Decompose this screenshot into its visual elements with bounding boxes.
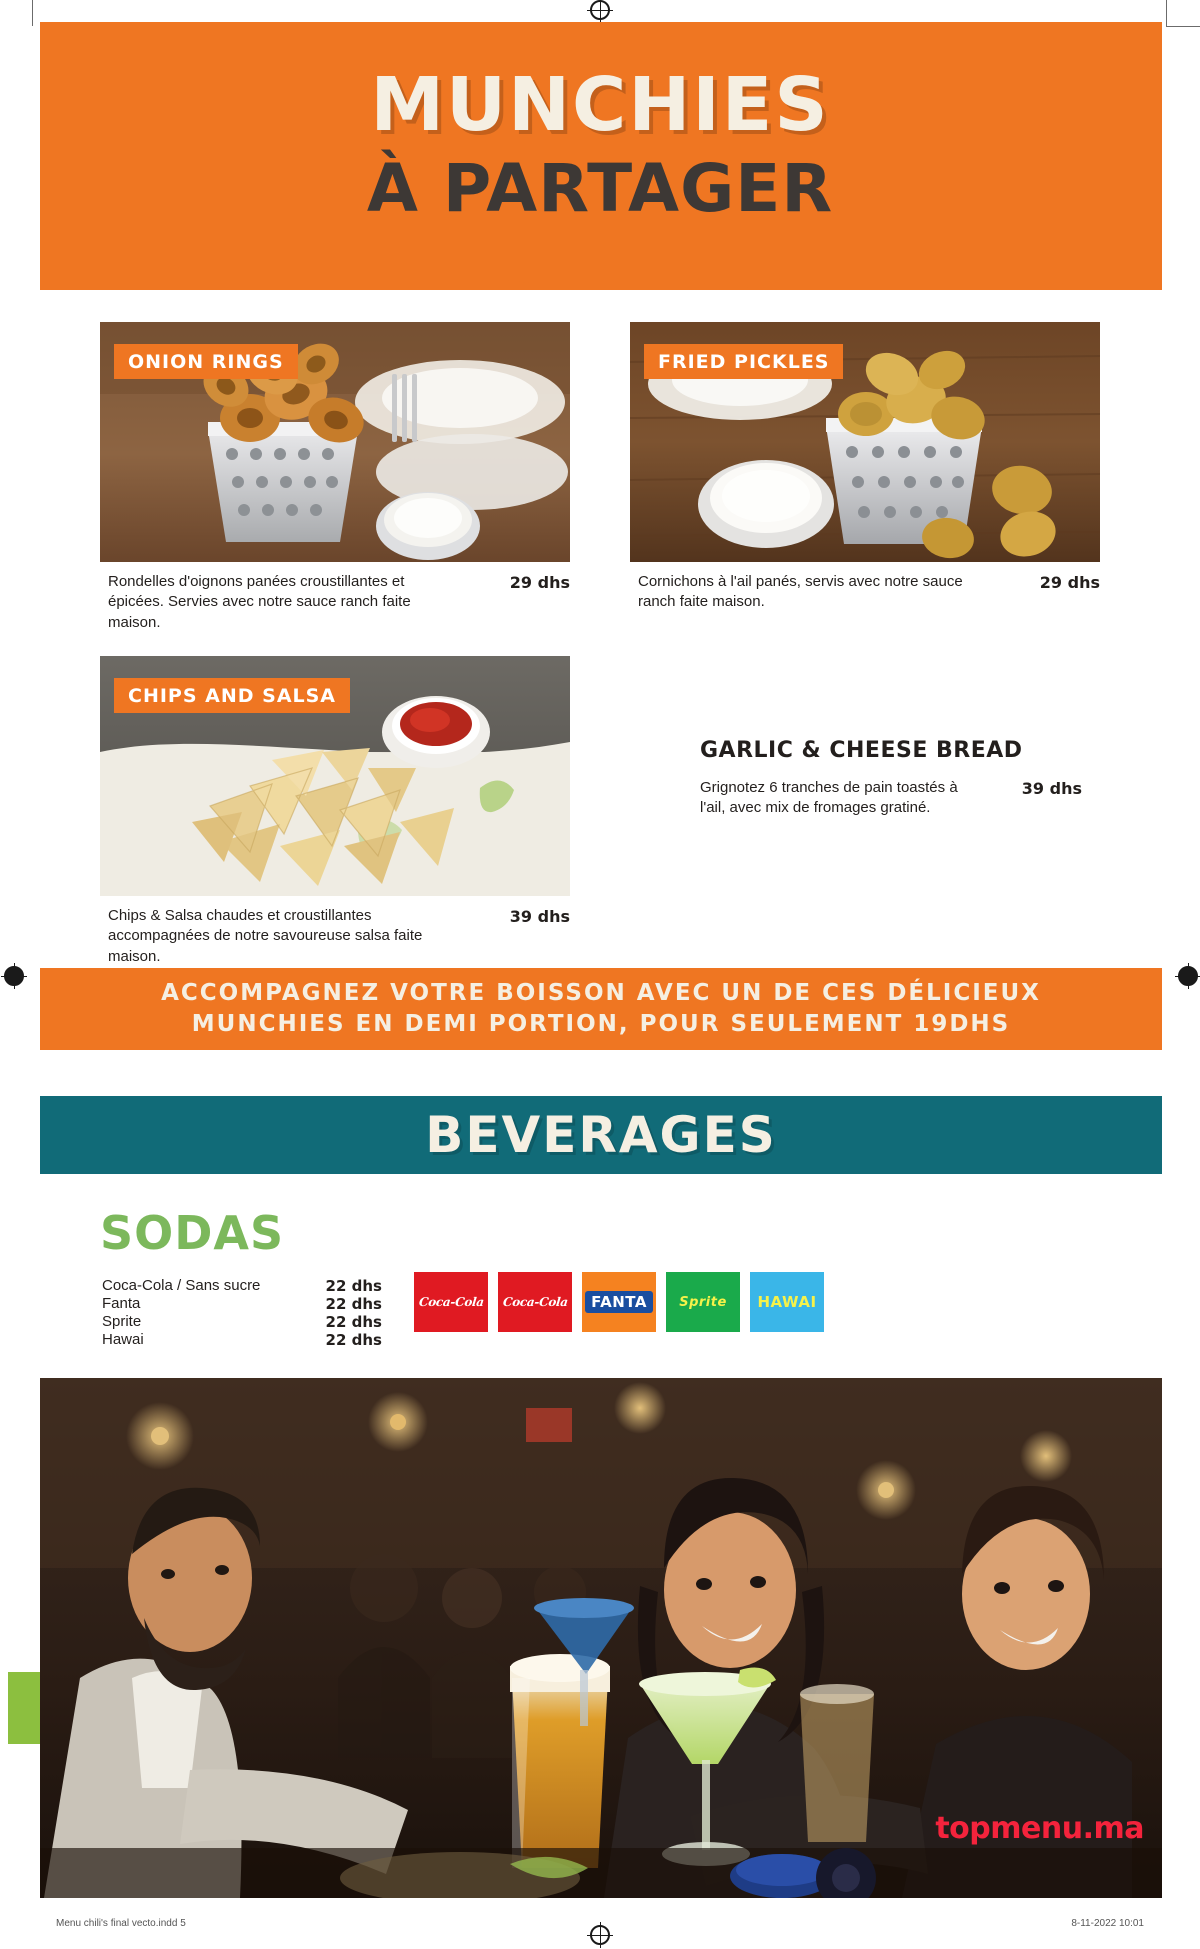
- fanta-logo: [582, 1272, 656, 1332]
- soda-name: Fanta: [102, 1295, 141, 1312]
- crop-line-top-left: [32, 0, 33, 26]
- footer-file-name: Menu chili's final vecto.indd 5: [56, 1918, 186, 1929]
- chips-salsa-photo: [100, 656, 570, 896]
- item-tag-onion-rings: ONION RINGS: [114, 344, 298, 379]
- item-description-garlic-cheese-bread: Grignotez 6 tranches de pain toastés à l'ail, avec mix de fromages gratiné.: [700, 779, 958, 817]
- item-price-garlic-cheese-bread: 39 dhs: [1021, 779, 1082, 798]
- promo-line-2: MUNCHIES EN DEMI PORTION, POUR SEULEMENT 19DHS: [191, 1011, 1011, 1037]
- fanta-logo-label: FANTA: [585, 1291, 653, 1313]
- soda-price: 22 dhs: [325, 1313, 382, 1331]
- crop-line-top-right: [1166, 0, 1167, 26]
- item-description-onion-rings: Rondelles d'oignons panées croustillantes et épicées. Servies avec notre sauce ranch faite maison.: [108, 573, 411, 631]
- beverages-title: BEVERAGES: [425, 1106, 777, 1164]
- item-desc-row-chips-and-salsa: [108, 906, 570, 967]
- item-tag-fried-pickles: FRIED PICKLES: [644, 344, 843, 379]
- beverage-brand-logos: [414, 1272, 824, 1332]
- registration-mark-bottom: [590, 1925, 610, 1945]
- fried-pickles-photo: [630, 322, 1100, 562]
- soda-price: 22 dhs: [325, 1331, 382, 1349]
- item-price-fried-pickles: 29 dhs: [1039, 573, 1100, 592]
- soda-row: [102, 1295, 382, 1313]
- item-card-onion-rings: [100, 322, 570, 562]
- coca-cola-zero-logo: [498, 1272, 572, 1332]
- registration-mark-top: [590, 0, 610, 20]
- item-price-onion-rings: 29 dhs: [509, 573, 570, 592]
- hawai-logo: [750, 1272, 824, 1332]
- soda-name: Coca-Cola / Sans sucre: [102, 1277, 261, 1294]
- wave-shape: [40, 268, 1162, 302]
- soda-price: 22 dhs: [325, 1277, 382, 1295]
- promo-line-1: ACCOMPAGNEZ VOTRE BOISSON AVEC UN DE CES DÉLICIEUX: [161, 979, 1041, 1006]
- pint-glass-right: [800, 1684, 874, 1842]
- watermark-topmenu: topmenu.ma: [935, 1811, 1144, 1846]
- coca-cola-logo-label: Coca-Cola: [417, 1295, 485, 1309]
- page-title-line2: À PARTAGER: [366, 150, 834, 227]
- green-side-tab: [8, 1672, 40, 1744]
- page-title-line1: MUNCHIES: [370, 62, 830, 148]
- crop-line-top-right-h: [1166, 26, 1200, 27]
- beverages-section-banner: [40, 1096, 1162, 1174]
- hero-cheers-photo: [40, 1378, 1162, 1898]
- item-description-chips-and-salsa: Chips & Salsa chaudes et croustillantes accompagnées de notre savoureuse salsa faite maison.: [108, 907, 423, 965]
- munchies-wave-edge: [40, 268, 1162, 302]
- registration-mark-right: [1178, 966, 1198, 986]
- promo-banner: [40, 968, 1162, 1050]
- sprite-logo: [666, 1272, 740, 1332]
- soda-price: 22 dhs: [325, 1295, 382, 1313]
- item-desc-row-onion-rings: [108, 572, 570, 633]
- item-title-garlic-cheese-bread: GARLIC & CHEESE BREAD: [700, 738, 1023, 763]
- sprite-logo-label: Sprite: [679, 1294, 727, 1310]
- registration-mark-left: [4, 966, 24, 986]
- item-desc-row-fried-pickles: [638, 572, 1100, 613]
- coca-cola-zero-logo-label: Coca-Cola: [501, 1295, 569, 1309]
- item-tag-chips-and-salsa: CHIPS AND SALSA: [114, 678, 350, 713]
- soda-name: Sprite: [102, 1313, 142, 1330]
- sodas-list: [102, 1277, 382, 1349]
- beer-glass: [510, 1654, 610, 1868]
- item-card-fried-pickles: [630, 322, 1100, 562]
- sodas-title: SODAS: [100, 1206, 285, 1260]
- soda-row: [102, 1331, 382, 1349]
- hawai-logo-label: HAWAI: [757, 1293, 817, 1311]
- item-description-fried-pickles: Cornichons à l'ail panés, servis avec notre sauce ranch faite maison.: [638, 573, 963, 611]
- item-price-chips-and-salsa: 39 dhs: [509, 907, 570, 926]
- soda-name: Hawai: [102, 1331, 144, 1348]
- onion-rings-photo: [100, 322, 570, 562]
- soda-row: [102, 1313, 382, 1331]
- soda-row: [102, 1277, 382, 1295]
- coca-cola-logo: [414, 1272, 488, 1332]
- footer-timestamp: 8-11-2022 10:01: [1071, 1918, 1144, 1929]
- item-desc-row-garlic-cheese-bread: [700, 778, 1140, 819]
- item-card-chips-and-salsa: [100, 656, 570, 896]
